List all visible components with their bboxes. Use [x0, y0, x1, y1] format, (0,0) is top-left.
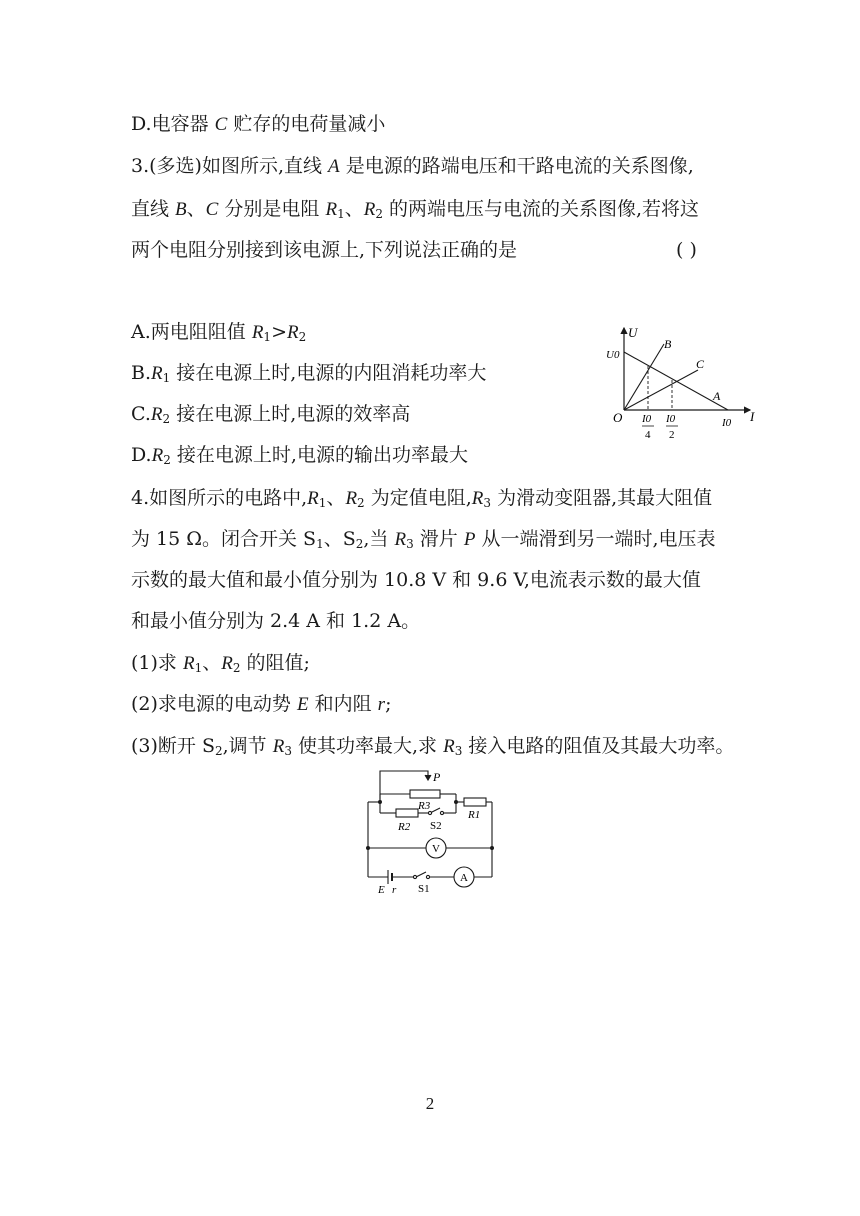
tick-half-den: 2 [669, 429, 675, 441]
q4-line-2: 为 15 Ω。闭合开关 $S_1$、$S_2$,当 $R_3$ 滑片 P 从一端滑到另一端时,电压表 [131, 528, 716, 551]
q3-line-1: 3.(多选)如图所示,直线 A 是电源的路端电压和干路电流的关系图像, [131, 155, 694, 177]
q3-option-b: $B.R_1$ 接在电源上时,电源的内阻消耗功率大 [131, 362, 487, 385]
slider-label: P [433, 770, 441, 784]
r3-label: R3 [418, 800, 431, 812]
q4-line-1: 4.如图所示的电路中$,R_1$、$R_2$ 为定值电阻$,R_3$ 为滑动变阻器,其最大阻值 [131, 487, 713, 510]
tick-quarter-num: I0 [642, 413, 652, 425]
answer-paren: ( ) [676, 239, 697, 261]
resistor-r2 [396, 809, 418, 817]
line-b [624, 344, 664, 410]
s2-label: S2 [430, 820, 442, 832]
q4-sub-2: (2)求电源的电动势 E 和内阻 r; [131, 693, 392, 715]
r1-label: R1 [468, 809, 481, 821]
option-d-prev: D.电容器 C 贮存的电荷量减小 [131, 113, 386, 135]
tick-half-num: I0 [666, 413, 676, 425]
line-c-label: C [696, 357, 705, 371]
q4-sub-3: (3)断开 $S_2$,调节 $R_3$ 使其功率最大,求 $R_3$ 接入电路的阻值及其最大功率。 [131, 735, 735, 758]
s1-label: S1 [418, 883, 430, 895]
q3-option-d: $D.R_2$ 接在电源上时,电源的输出功率最大 [131, 444, 468, 467]
line-c [624, 370, 698, 410]
tick-quarter-den: 4 [645, 429, 651, 441]
ammeter-label: A [460, 872, 468, 884]
q4-line-4: 和最小值分别为 2.4 A 和 1.2 A。 [131, 610, 421, 632]
origin-label: O [613, 410, 623, 425]
r2-label: R2 [398, 821, 411, 833]
page-number: 2 [425, 1094, 435, 1113]
internal-label: r [392, 884, 397, 896]
axis-label-i: I [750, 409, 755, 424]
axis-label-u: U [628, 325, 638, 340]
u0-label: U0 [606, 349, 620, 361]
circuit-diagram [360, 765, 510, 897]
resistor-r1 [464, 798, 486, 806]
q4-sub-1: (1)求 $R_1$、$R_2$ 的阻值; [131, 652, 310, 675]
q3-line-2: 直线 B、C 分别是电阻 $R_1$、$R_2$ 的两端电压与电流的关系图像,若将这 [131, 198, 700, 221]
i0-label: I0 [722, 417, 732, 429]
ui-graph [600, 322, 760, 444]
q3-option-a: A.两电阻阻值 $R_1>R_2$ [131, 321, 307, 344]
voltmeter-label: V [432, 843, 440, 855]
emf-label: E [378, 884, 385, 896]
q3-line-3: 两个电阻分别接到该电源上,下列说法正确的是 [131, 239, 518, 261]
q3-option-c: $C.R_2$ 接在电源上时,电源的效率高 [131, 403, 411, 426]
resistor-r3 [410, 790, 440, 798]
line-b-label: B [664, 337, 672, 351]
line-a-label: A [713, 389, 721, 403]
q4-line-3: 示数的最大值和最小值分别为 10.8 V 和 9.6 V,电流表示数的最大值 [131, 569, 701, 591]
